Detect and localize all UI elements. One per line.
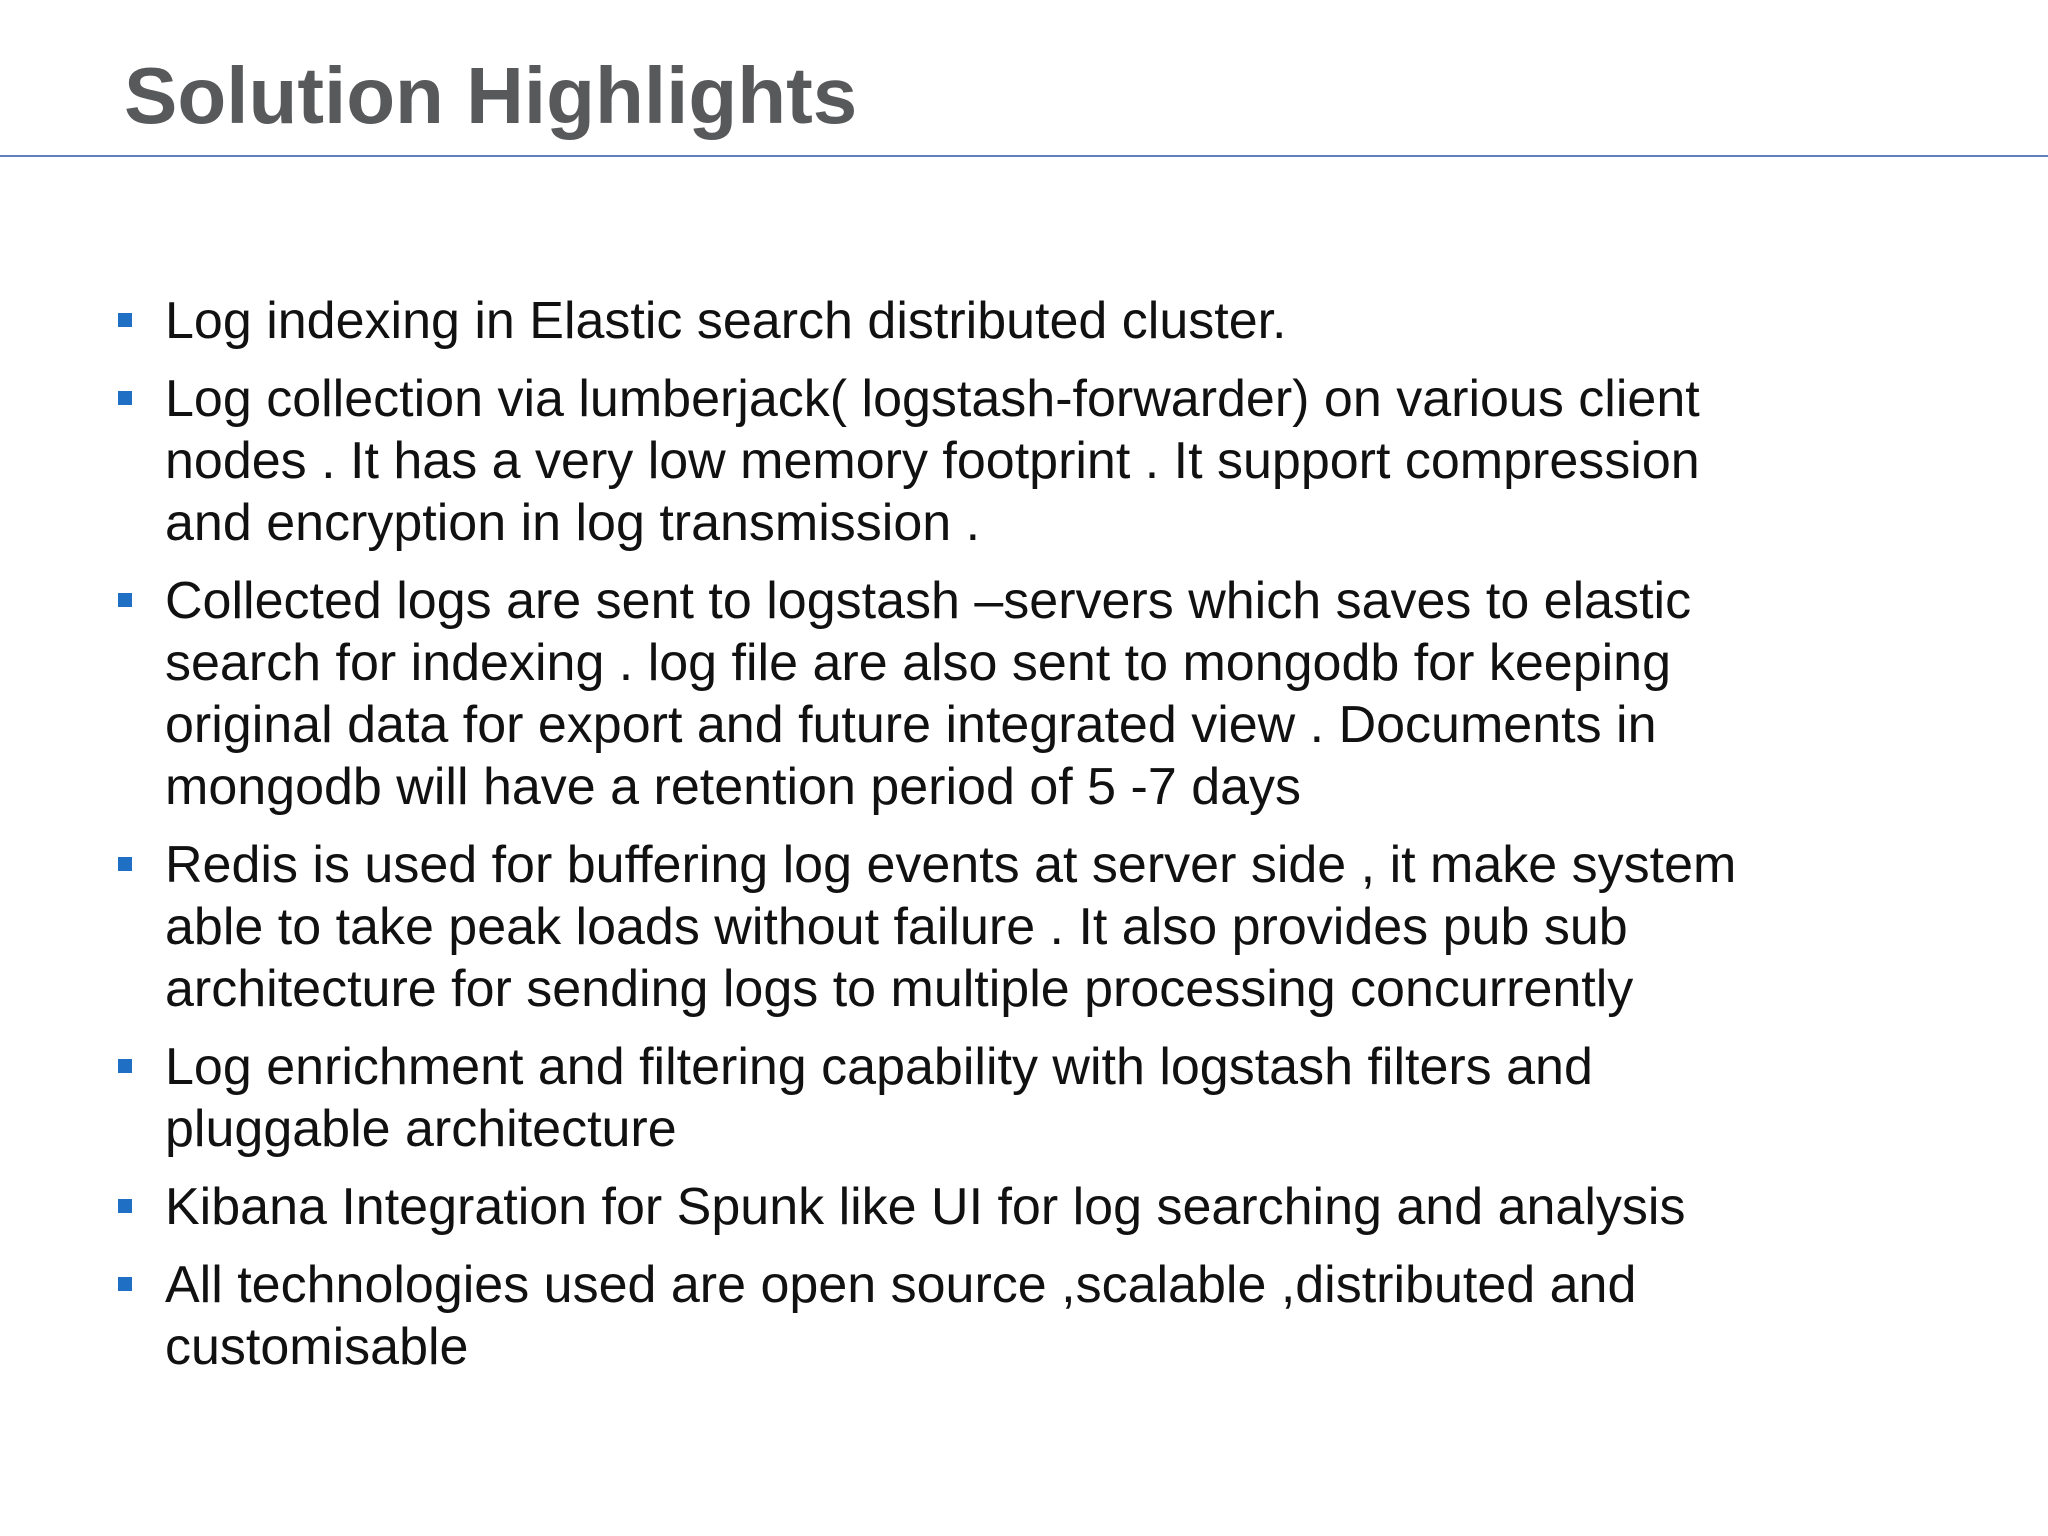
bullet-text-line: Collected logs are sent to logstash –servers which saves to elastic: [165, 572, 1692, 630]
bullet-item: [116, 570, 1946, 818]
square-bullet-icon: [118, 1199, 132, 1213]
bullet-item: [116, 1254, 1946, 1378]
square-bullet-icon: [118, 857, 132, 871]
bullet-text-line: Log indexing in Elastic search distributed cluster.: [165, 292, 1287, 350]
bullet-text-line: mongodb will have a retention period of 5 -7 days: [165, 758, 1302, 816]
bullet-text-line: able to take peak loads without failure . It also provides pub sub: [165, 898, 1628, 956]
bullet-text-line: customisable: [165, 1318, 469, 1376]
bullet-list: [116, 290, 1946, 1394]
bullet-text-line: search for indexing . log file are also sent to mongodb for keeping: [165, 634, 1672, 692]
bullet-item: [116, 1036, 1946, 1160]
bullet-item: [116, 290, 1946, 352]
square-bullet-icon: [118, 593, 132, 607]
bullet-item: [116, 834, 1946, 1020]
title-divider: [0, 155, 2048, 157]
bullet-text-line: All technologies used are open source ,scalable ,distributed and: [165, 1256, 1637, 1314]
square-bullet-icon: [118, 391, 132, 405]
bullet-text-line: and encryption in log transmission .: [165, 494, 981, 552]
bullet-text-line: architecture for sending logs to multiple processing concurrently: [165, 960, 1634, 1018]
bullet-text-line: Kibana Integration for Spunk like UI for log searching and analysis: [165, 1178, 1686, 1236]
bullet-text-line: nodes . It has a very low memory footprint . It support compression: [165, 432, 1700, 490]
bullet-item: [116, 368, 1946, 554]
bullet-text-line: Log enrichment and filtering capability with logstash filters and: [165, 1038, 1593, 1096]
bullet-text-line: Redis is used for buffering log events at server side , it make system: [165, 836, 1737, 894]
square-bullet-icon: [118, 1277, 132, 1291]
bullet-item: [116, 1176, 1946, 1238]
slide-title: Solution Highlights: [124, 51, 858, 140]
square-bullet-icon: [118, 313, 132, 327]
bullet-text-line: pluggable architecture: [165, 1100, 677, 1158]
square-bullet-icon: [118, 1059, 132, 1073]
bullet-text-line: original data for export and future integrated view . Documents in: [165, 696, 1657, 754]
bullet-text-line: Log collection via lumberjack( logstash-forwarder) on various client: [165, 370, 1700, 428]
